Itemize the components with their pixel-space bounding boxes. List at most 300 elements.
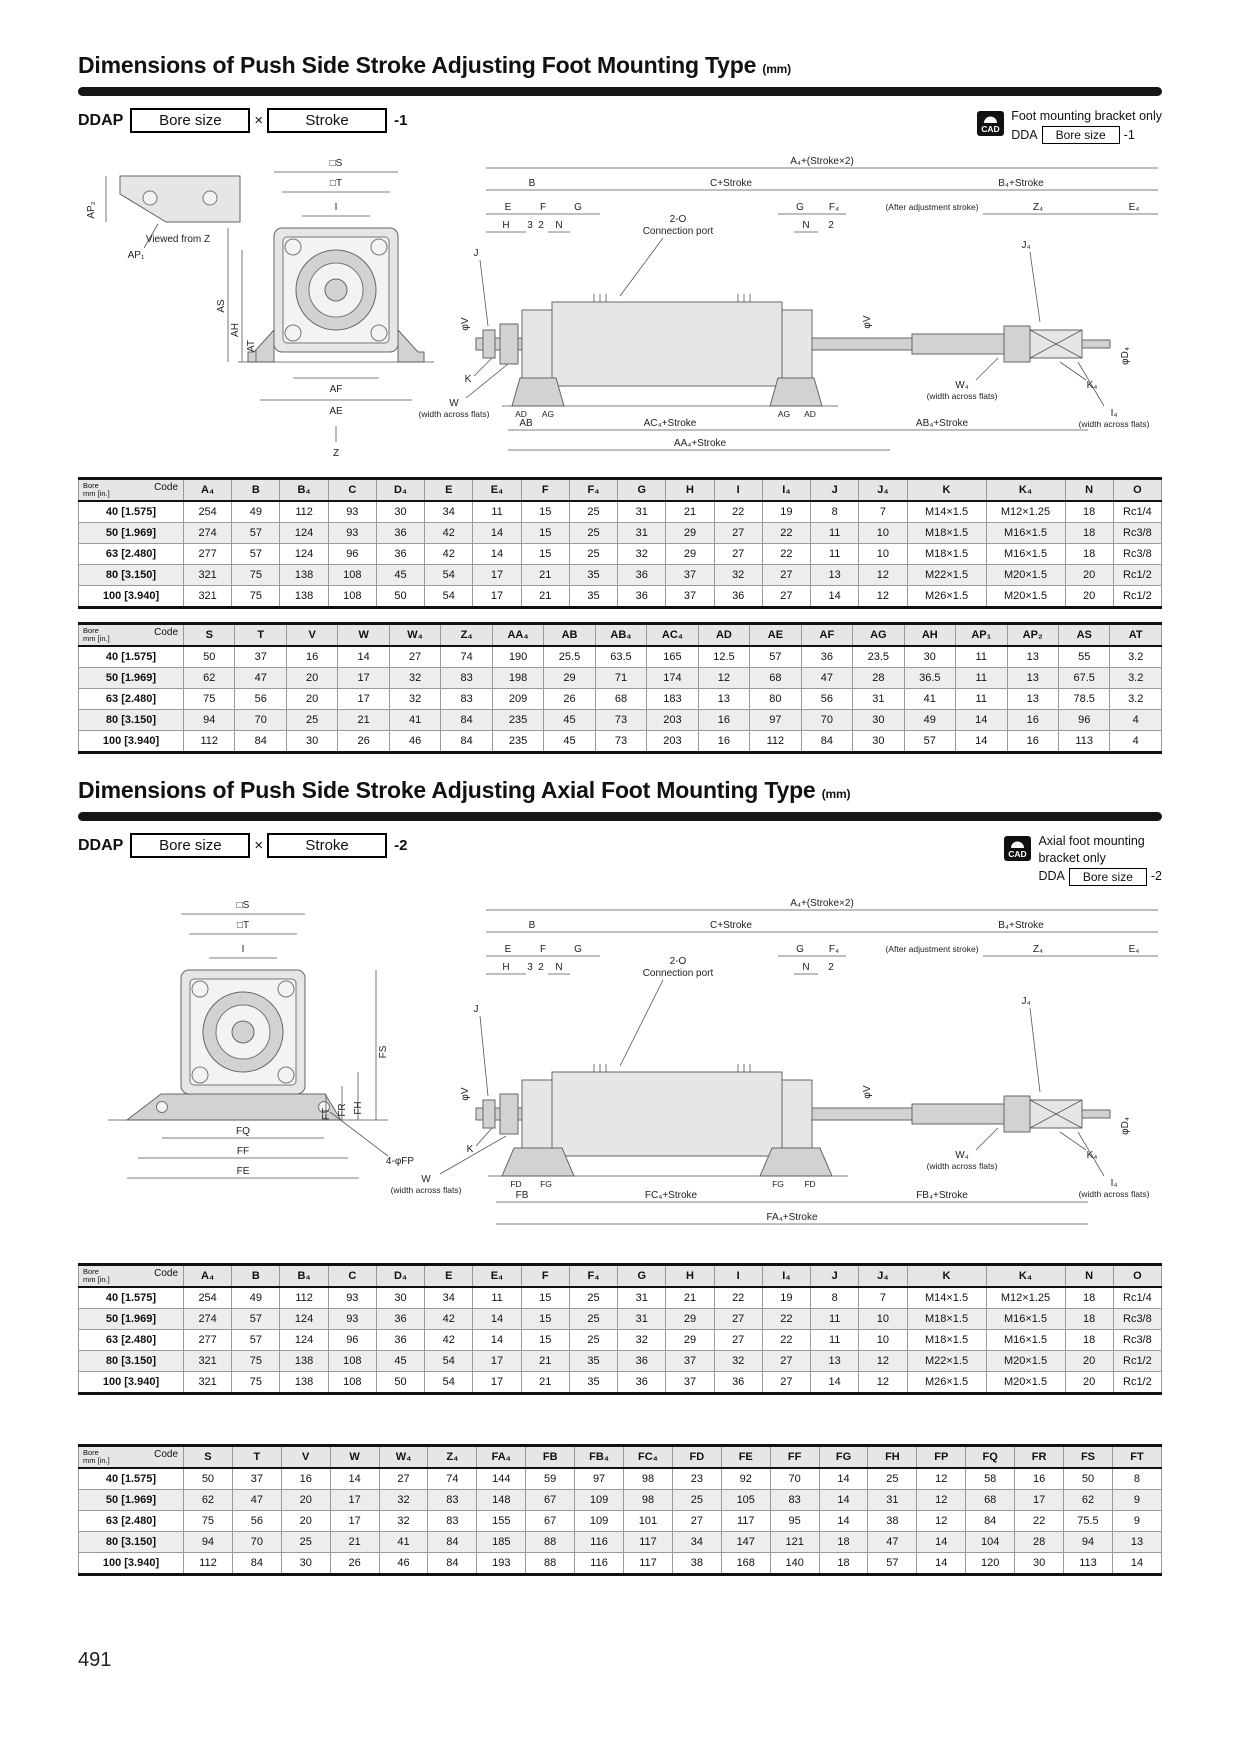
dim-value: 25 — [569, 544, 617, 565]
cylinder-view — [419, 156, 1158, 450]
dim-value: 25 — [569, 1287, 617, 1309]
dim-value: 94 — [184, 1532, 233, 1553]
dim-value: 3.2 — [1110, 689, 1162, 710]
dim-value: 21 — [666, 1287, 714, 1309]
dim-value: 116 — [575, 1532, 624, 1553]
dim-value: 67 — [526, 1511, 575, 1532]
page-number: 491 — [78, 1649, 112, 1671]
label-fb: FB — [515, 1190, 529, 1201]
label-port-1: 2-O — [669, 214, 687, 226]
label-w4-note: (width across flats) — [926, 391, 998, 402]
dim-value: 50 — [376, 1372, 424, 1394]
column-header: AG — [853, 624, 904, 647]
axial-flange-view — [108, 900, 414, 1178]
dim-value: 30 — [853, 710, 904, 731]
dda-line-2 — [1038, 868, 1162, 886]
label-g2: G — [796, 202, 804, 214]
label-k4: K₄ — [1086, 380, 1098, 392]
dim-value: 22 — [762, 1330, 810, 1351]
column-header: E — [425, 1265, 473, 1288]
dim-value: 13 — [1112, 1532, 1161, 1553]
dim-value: 92 — [721, 1468, 770, 1490]
label2-e4: E₄ — [1128, 944, 1140, 955]
label-z4: Z₄ — [1032, 202, 1044, 214]
dim-value: 21 — [521, 586, 569, 608]
column-header: FR — [1015, 1446, 1064, 1469]
dim-value: 25 — [569, 501, 617, 523]
dim-value: 32 — [618, 1330, 666, 1351]
dim-value: M16×1.5 — [986, 544, 1065, 565]
dim-value: 37 — [235, 646, 286, 668]
label-j: J — [473, 248, 479, 260]
dim-value: 58 — [966, 1468, 1015, 1490]
table-row — [79, 1309, 1162, 1330]
dim-value: 94 — [1064, 1532, 1113, 1553]
dim-value: 11 — [956, 689, 1007, 710]
dim-value: 37 — [666, 1351, 714, 1372]
label-e4: E₄ — [1128, 202, 1140, 214]
dim-value: 83 — [441, 668, 492, 689]
label-fg2: FG — [772, 1179, 784, 1189]
dim-value: 112 — [280, 1287, 328, 1309]
dim-value: 116 — [575, 1553, 624, 1575]
dim-value: 155 — [477, 1511, 526, 1532]
dim-value: 9 — [1112, 1490, 1161, 1511]
dim-value: 29 — [666, 1309, 714, 1330]
bore-code: 100 [3.940] — [79, 731, 184, 753]
dim-value: 62 — [1064, 1490, 1113, 1511]
dim-value: M18×1.5 — [907, 523, 986, 544]
cad-note-line1: Foot mounting bracket only — [1011, 109, 1162, 123]
dim-value: 41 — [389, 710, 440, 731]
label-phi-d4: φD₄ — [1120, 347, 1131, 365]
dim-value: 321 — [184, 565, 232, 586]
dim-value: 13 — [811, 565, 859, 586]
label-ag2: AG — [777, 409, 791, 420]
dim-value: 30 — [376, 1287, 424, 1309]
dim-value: 29 — [666, 544, 714, 565]
dim-value: 20 — [1065, 586, 1113, 608]
column-header: F₄ — [569, 479, 617, 502]
dim-value: 28 — [1015, 1532, 1064, 1553]
dim-value: 138 — [280, 565, 328, 586]
model-prefix: DDAP — [78, 111, 124, 129]
label-w-note: (width across flats) — [418, 409, 490, 420]
label2-i: I — [241, 944, 245, 955]
label-w4: W₄ — [955, 380, 969, 392]
dim-value: M26×1.5 — [907, 586, 986, 608]
column-header: K — [907, 1265, 986, 1288]
dim-value: 70 — [801, 710, 852, 731]
dim-value: 17 — [338, 668, 389, 689]
dim-value: 36 — [618, 1372, 666, 1394]
dim-value: 274 — [184, 1309, 232, 1330]
flange-view — [216, 158, 434, 459]
column-header: FG — [819, 1446, 868, 1469]
dim-value: 57 — [904, 731, 955, 753]
dim-value: 46 — [379, 1553, 428, 1575]
dim-value: 34 — [425, 501, 473, 523]
label-ap2: AP₂ — [86, 201, 97, 219]
dim-value: 36 — [376, 1330, 424, 1351]
label-w: W — [449, 398, 459, 410]
dim-value: 108 — [328, 1372, 376, 1394]
dim-value: 124 — [280, 544, 328, 565]
label-4-phi-fp: 4-φFP — [385, 1156, 415, 1167]
label2-2: 2 — [538, 962, 544, 973]
svg-text:CAD: CAD — [1008, 849, 1028, 860]
dim-value: 20 — [281, 1511, 330, 1532]
dim-value: 26 — [338, 731, 389, 753]
axial-cylinder-view — [391, 898, 1158, 1224]
dim-value: 42 — [425, 544, 473, 565]
dim-value: 108 — [328, 1351, 376, 1372]
dim-value: 14 — [338, 646, 389, 668]
label-ab: AB — [519, 418, 533, 430]
label2-i4: I₄ — [1110, 1178, 1118, 1189]
dim-value: 83 — [428, 1511, 477, 1532]
table-corner: Code Bore mm [in.] — [79, 1446, 184, 1469]
column-header: AB — [544, 624, 595, 647]
dim-value: 15 — [521, 501, 569, 523]
dim-value: 25 — [868, 1468, 917, 1490]
column-header: O — [1113, 1265, 1161, 1288]
dim-value: 45 — [376, 1351, 424, 1372]
dim-value: 16 — [698, 731, 749, 753]
label-2: 2 — [538, 220, 544, 232]
dim-value: 4 — [1110, 710, 1162, 731]
label-ad2: AD — [804, 409, 816, 420]
dim-value: 84 — [966, 1511, 1015, 1532]
dim-value: 18 — [1065, 1309, 1113, 1330]
dda-prefix-2: DDA — [1038, 869, 1065, 884]
column-header: J₄ — [859, 479, 907, 502]
dim-value: 190 — [492, 646, 543, 668]
dim-value: 165 — [647, 646, 698, 668]
dim-value: 13 — [1007, 646, 1058, 668]
dim-value: 67 — [526, 1490, 575, 1511]
label-viewed-from-z: Viewed from Z — [145, 234, 211, 246]
dim-value: 14 — [811, 586, 859, 608]
column-header: W₄ — [389, 624, 440, 647]
dim-value: M18×1.5 — [907, 544, 986, 565]
bore-code: 63 [2.480] — [79, 1511, 184, 1532]
column-header: S — [184, 1446, 233, 1469]
dim-value: 11 — [811, 1309, 859, 1330]
dim-value: 83 — [428, 1490, 477, 1511]
dim-value: 97 — [575, 1468, 624, 1490]
dim-value: 124 — [280, 523, 328, 544]
dim-value: 29 — [544, 668, 595, 689]
dim-value: 36 — [376, 1309, 424, 1330]
bore-code: 40 [1.575] — [79, 646, 184, 668]
dim-value: 70 — [235, 710, 286, 731]
dim-value: 96 — [328, 1330, 376, 1351]
dim-value: 14 — [811, 1372, 859, 1394]
dim-value: 21 — [330, 1532, 379, 1553]
dim-value: 57 — [232, 523, 280, 544]
dim-value: 14 — [819, 1468, 868, 1490]
dim-value: 54 — [425, 1372, 473, 1394]
dda-suffix-2: -2 — [1150, 869, 1162, 884]
dim-value: 203 — [647, 731, 698, 753]
dim-value: Rc1/4 — [1113, 501, 1161, 523]
label-n: N — [555, 220, 563, 232]
dim-value: 14 — [917, 1553, 966, 1575]
dim-value: 277 — [184, 544, 232, 565]
dim-value: 14 — [956, 731, 1007, 753]
label2-f4: F₄ — [828, 944, 840, 955]
dim-value: 21 — [521, 565, 569, 586]
dim-value: 35 — [569, 586, 617, 608]
dim-value: 254 — [184, 501, 232, 523]
dim-value: 36 — [714, 586, 762, 608]
label-sq-s: □S — [329, 158, 343, 170]
dim-value: 16 — [1007, 731, 1058, 753]
dim-value: 84 — [235, 731, 286, 753]
dim-value: 120 — [966, 1553, 1015, 1575]
dim-value: 27 — [762, 565, 810, 586]
label-fh: FH — [353, 1101, 364, 1115]
dim-value: 68 — [966, 1490, 1015, 1511]
label2-b: B — [528, 920, 536, 931]
table-corner: Code Bore mm [in.] — [79, 624, 184, 647]
table-corner: Code Bore mm [in.] — [79, 1265, 184, 1288]
label2-k4: K₄ — [1086, 1150, 1098, 1161]
cad-note-text-2 — [1038, 833, 1162, 886]
bore-size-box: Bore size — [130, 108, 250, 133]
dim-value: 41 — [904, 689, 955, 710]
label2-w4-note: (width across flats) — [926, 1161, 998, 1171]
dim-value: Rc3/8 — [1113, 544, 1161, 565]
dim-value: 138 — [280, 1372, 328, 1394]
dim-value: 96 — [328, 544, 376, 565]
bore-code: 50 [1.969] — [79, 1309, 184, 1330]
dim-value: 7 — [859, 1287, 907, 1309]
column-header: A₄ — [184, 1265, 232, 1288]
dim-value: 83 — [441, 689, 492, 710]
dim-value: 26 — [330, 1553, 379, 1575]
dim-value: 46 — [389, 731, 440, 753]
dim-value: 95 — [770, 1511, 819, 1532]
dim-value: 14 — [819, 1511, 868, 1532]
dim-value: 23 — [672, 1468, 721, 1490]
dim-value: 93 — [328, 1309, 376, 1330]
dim-value: 59 — [526, 1468, 575, 1490]
dim-value: 93 — [328, 1287, 376, 1309]
column-header: C — [328, 1265, 376, 1288]
column-header: S — [184, 624, 235, 647]
dim-value: 35 — [569, 565, 617, 586]
dim-value: 98 — [624, 1490, 673, 1511]
column-header: J₄ — [859, 1265, 907, 1288]
dim-value: 112 — [184, 1553, 233, 1575]
dim-value: 27 — [762, 1351, 810, 1372]
dim-value: 12 — [698, 668, 749, 689]
dim-value: 84 — [441, 731, 492, 753]
dim-value: 35 — [569, 1372, 617, 1394]
label-sq-t: □T — [329, 178, 343, 190]
dim-value: 62 — [184, 668, 235, 689]
label-c-stroke: C+Stroke — [710, 178, 752, 190]
dim-value: 11 — [811, 544, 859, 565]
label-ac4: AC₄+Stroke — [643, 418, 697, 430]
dim-value: 22 — [714, 501, 762, 523]
bore-code: 80 [3.150] — [79, 1532, 184, 1553]
dim-value: M20×1.5 — [986, 586, 1065, 608]
dim-value: 36 — [618, 1351, 666, 1372]
dim-value: 15 — [521, 1309, 569, 1330]
dim-value: 14 — [819, 1490, 868, 1511]
bore-code: 80 [3.150] — [79, 1351, 184, 1372]
dim-value: 321 — [184, 1351, 232, 1372]
dim-value: 11 — [956, 668, 1007, 689]
column-header: FB₄ — [575, 1446, 624, 1469]
dim-value: 144 — [477, 1468, 526, 1490]
label2-after-adjust: (After adjustment stroke) — [885, 944, 979, 954]
section1-title-text: Dimensions of Push Side Stroke Adjusting Foot Mounting Type — [78, 52, 757, 78]
label-h: H — [502, 220, 510, 232]
column-header: FP — [917, 1446, 966, 1469]
dim-value: 30 — [904, 646, 955, 668]
dim-value: 108 — [328, 565, 376, 586]
dim-value: 56 — [235, 689, 286, 710]
column-header: I₄ — [762, 1265, 810, 1288]
label-fq: FQ — [236, 1126, 250, 1137]
dim-value: 41 — [379, 1532, 428, 1553]
stroke-box: Stroke — [267, 108, 387, 133]
dim-value: 25.5 — [544, 646, 595, 668]
cad-note-1 — [977, 108, 1162, 144]
dim-value: 75 — [232, 1372, 280, 1394]
dim-value: 75 — [184, 1511, 233, 1532]
column-header: H — [666, 479, 714, 502]
label-fc4: FC₄+Stroke — [644, 1190, 698, 1201]
dim-value: 42 — [425, 523, 473, 544]
dim-value: 27 — [714, 523, 762, 544]
table-row — [79, 1351, 1162, 1372]
dim-value: 63.5 — [595, 646, 646, 668]
dim-value: 117 — [624, 1532, 673, 1553]
bore-code: 50 [1.969] — [79, 523, 184, 544]
column-header: AH — [904, 624, 955, 647]
dim-value: 321 — [184, 586, 232, 608]
label-k: K — [464, 374, 472, 386]
label-fg: FG — [540, 1179, 552, 1189]
dim-value: 36.5 — [904, 668, 955, 689]
dim-value: 70 — [770, 1468, 819, 1490]
dim-value: 70 — [232, 1532, 281, 1553]
column-header: B₄ — [280, 1265, 328, 1288]
dim-value: 30 — [281, 1553, 330, 1575]
column-header: AS — [1058, 624, 1109, 647]
dim-value: 13 — [811, 1351, 859, 1372]
label-fd: FD — [510, 1179, 522, 1189]
dim-value: 254 — [184, 1287, 232, 1309]
dim-value: 38 — [672, 1553, 721, 1575]
dim-value: 12 — [859, 1372, 907, 1394]
dim-value: 31 — [853, 689, 904, 710]
table-row — [79, 646, 1162, 668]
column-header: J — [811, 1265, 859, 1288]
bore-code: 63 [2.480] — [79, 544, 184, 565]
dim-value: M16×1.5 — [986, 1309, 1065, 1330]
label-ae: AE — [329, 406, 343, 418]
bore-code: 50 [1.969] — [79, 668, 184, 689]
table-row — [79, 710, 1162, 731]
label2-phi-v2: φV — [862, 1085, 873, 1099]
dim-value: 26 — [544, 689, 595, 710]
column-header: W — [330, 1446, 379, 1469]
dim-value: 112 — [280, 501, 328, 523]
label-e: E — [504, 202, 512, 214]
dim-value: 32 — [379, 1490, 428, 1511]
table-row — [79, 523, 1162, 544]
section2-divider-bar — [78, 812, 1162, 821]
dim-value: 36 — [801, 646, 852, 668]
table-row — [79, 1511, 1162, 1532]
dim-value: 19 — [762, 1287, 810, 1309]
label2-g: G — [574, 944, 582, 955]
dim-value: 113 — [1058, 731, 1109, 753]
dim-value: 14 — [473, 1309, 521, 1330]
dim-value: 28 — [853, 668, 904, 689]
dim-value: 32 — [389, 689, 440, 710]
column-header: AB₄ — [595, 624, 646, 647]
dim-value: 17 — [473, 1372, 521, 1394]
label2-g2: G — [796, 944, 804, 955]
label-ff: FF — [236, 1146, 250, 1157]
dim-value: 83 — [770, 1490, 819, 1511]
table-row — [79, 1490, 1162, 1511]
table-corner: Code Bore mm [in.] — [79, 479, 184, 502]
dim-value: 75 — [232, 565, 280, 586]
dim-value: 117 — [624, 1553, 673, 1575]
cad-note-2 — [1004, 833, 1162, 886]
column-header: Z₄ — [441, 624, 492, 647]
dim-value: 13 — [698, 689, 749, 710]
column-header: AA₄ — [492, 624, 543, 647]
dim-value: 25 — [281, 1532, 330, 1553]
dim-value: 42 — [425, 1330, 473, 1351]
dim-value: 32 — [389, 668, 440, 689]
dim-value: 274 — [184, 523, 232, 544]
table-row — [79, 1287, 1162, 1309]
label-i4-note: (width across flats) — [1078, 419, 1150, 430]
axial-foot-mounting-drawing-wrap — [78, 896, 1162, 1257]
foot-mounting-drawing-wrap — [78, 154, 1162, 471]
column-header: F₄ — [569, 1265, 617, 1288]
dim-value: 12 — [859, 1351, 907, 1372]
bore-code: 40 [1.575] — [79, 1468, 184, 1490]
dim-value: 45 — [544, 731, 595, 753]
dim-value: 27 — [672, 1511, 721, 1532]
dim-value: 3.2 — [1110, 668, 1162, 689]
dim-value: 22 — [762, 544, 810, 565]
dim-value: 18 — [1065, 523, 1113, 544]
dim-value: 22 — [714, 1287, 762, 1309]
dim-value: 74 — [428, 1468, 477, 1490]
label-i: I — [334, 202, 338, 214]
column-header: T — [235, 624, 286, 647]
dim-value: 50 — [1064, 1468, 1113, 1490]
dim-value: 183 — [647, 689, 698, 710]
dim-value: 20 — [286, 668, 337, 689]
dim-value: 21 — [521, 1372, 569, 1394]
dim-value: 73 — [595, 710, 646, 731]
dim-value: 38 — [868, 1511, 917, 1532]
dim-value: 50 — [376, 586, 424, 608]
